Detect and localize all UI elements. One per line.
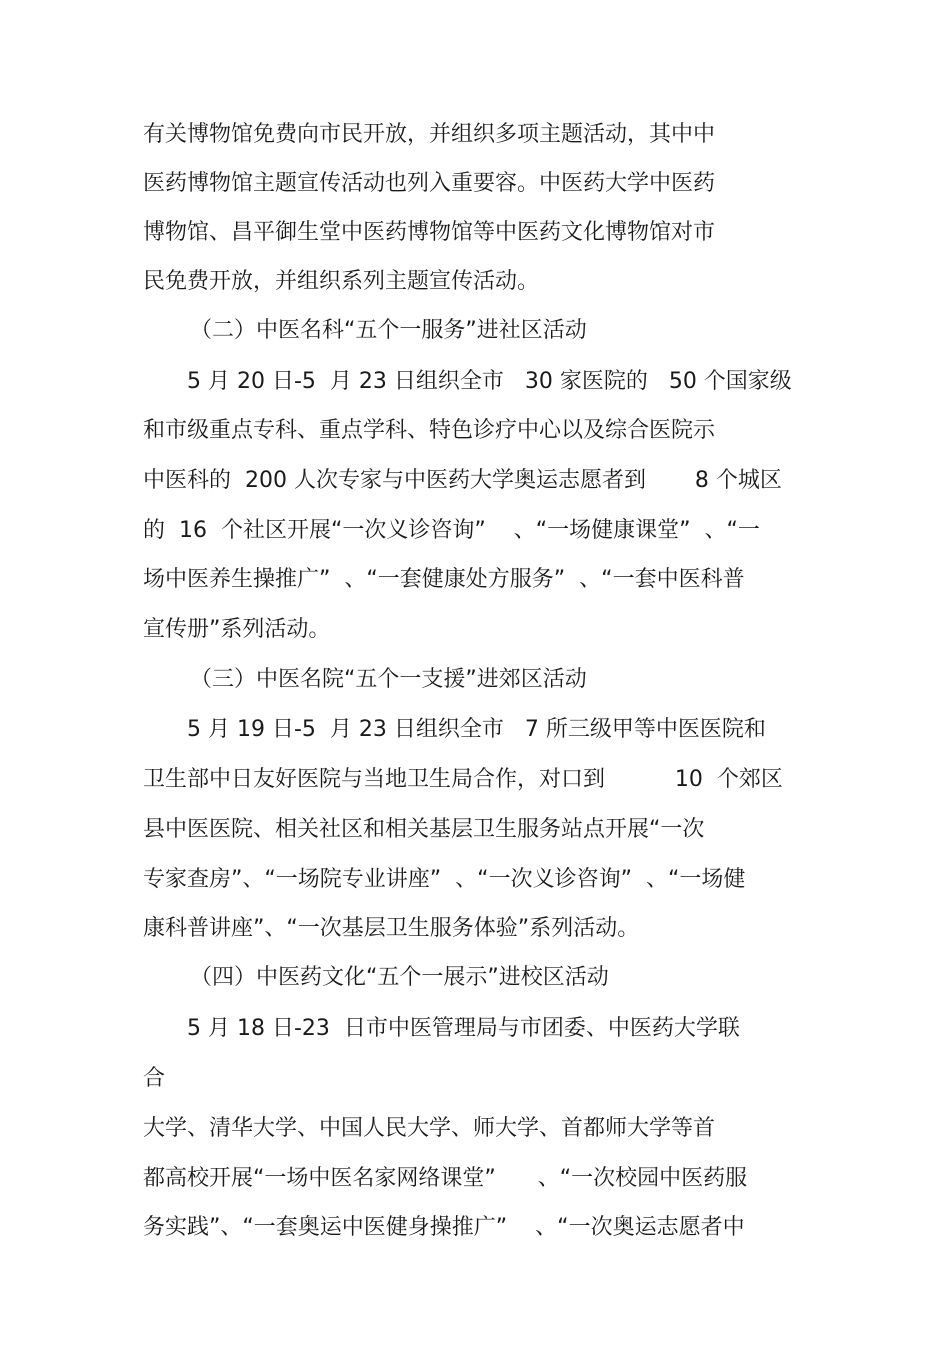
section-heading: （二）中医名科“五个一服务”进社区活动 — [190, 318, 587, 343]
paragraph-line: 专家查房”、“一场院专业讲座” 、“一次义诊咨询” 、“一场健 — [143, 867, 746, 892]
paragraph-line: 中医科的 200 人次专家与中医药大学奥运志愿者到 8 个城区 — [143, 468, 782, 493]
section-heading: （三）中医名院“五个一支援”进郊区活动 — [190, 667, 587, 692]
paragraph-line: 博物馆、昌平御生堂中医药博物馆等中医药文化博物馆对市 — [143, 220, 716, 245]
paragraph-line: 宣传册”系列活动。 — [143, 617, 331, 642]
paragraph-line: 医药博物馆主题宣传活动也列入重要容。中医药大学中医药 — [143, 171, 716, 196]
paragraph-line: 民免费开放，并组织系列主题宣传活动。 — [143, 269, 540, 294]
paragraph-line: 都高校开展“一场中医名家网络课堂” 、“一次校园中医药服 — [143, 1166, 748, 1191]
paragraph-line: 大学、清华大学、中国人民大学、师大学、首都师大学等首 — [143, 1116, 716, 1141]
paragraph-line: 县中医医院、相关社区和相关基层卫生服务站点开展“一次 — [143, 817, 705, 842]
paragraph-line: 5 月 20 日-5 月 23 日组织全市 30 家医院的 50 个国家级 — [187, 369, 792, 394]
paragraph-line: 的 16 个社区开展“一次义诊咨询” 、“一场健康课堂” 、“一 — [143, 518, 760, 543]
paragraph-line: 场中医养生操推广” 、“一套健康处方服务” 、“一套中医科普 — [143, 567, 745, 592]
paragraph-line: 务实践”、“一套奥运中医健身操推广” 、“一次奥运志愿者中 — [143, 1215, 745, 1240]
section-heading: （四）中医药文化“五个一展示”进校区活动 — [190, 965, 609, 990]
paragraph-line: 5 月 19 日-5 月 23 日组织全市 7 所三级甲等中医医院和 — [187, 717, 766, 742]
paragraph-line: 康科普讲座”、“一次基层卫生服务体验”系列活动。 — [143, 916, 640, 941]
paragraph-line: 合 — [143, 1066, 166, 1091]
paragraph-line: 5 月 18 日-23 日市中医管理局与市团委、中医药大学联 — [187, 1016, 740, 1041]
paragraph-line: 有关博物馆免费向市民开放，并组织多项主题活动，其中中 — [143, 122, 716, 147]
paragraph-line: 卫生部中日友好医院与当地卫生局合作，对口到 10 个郊区 — [143, 767, 783, 792]
paragraph-line: 和市级重点专科、重点学科、特色诊疗中心以及综合医院示 — [143, 418, 716, 443]
